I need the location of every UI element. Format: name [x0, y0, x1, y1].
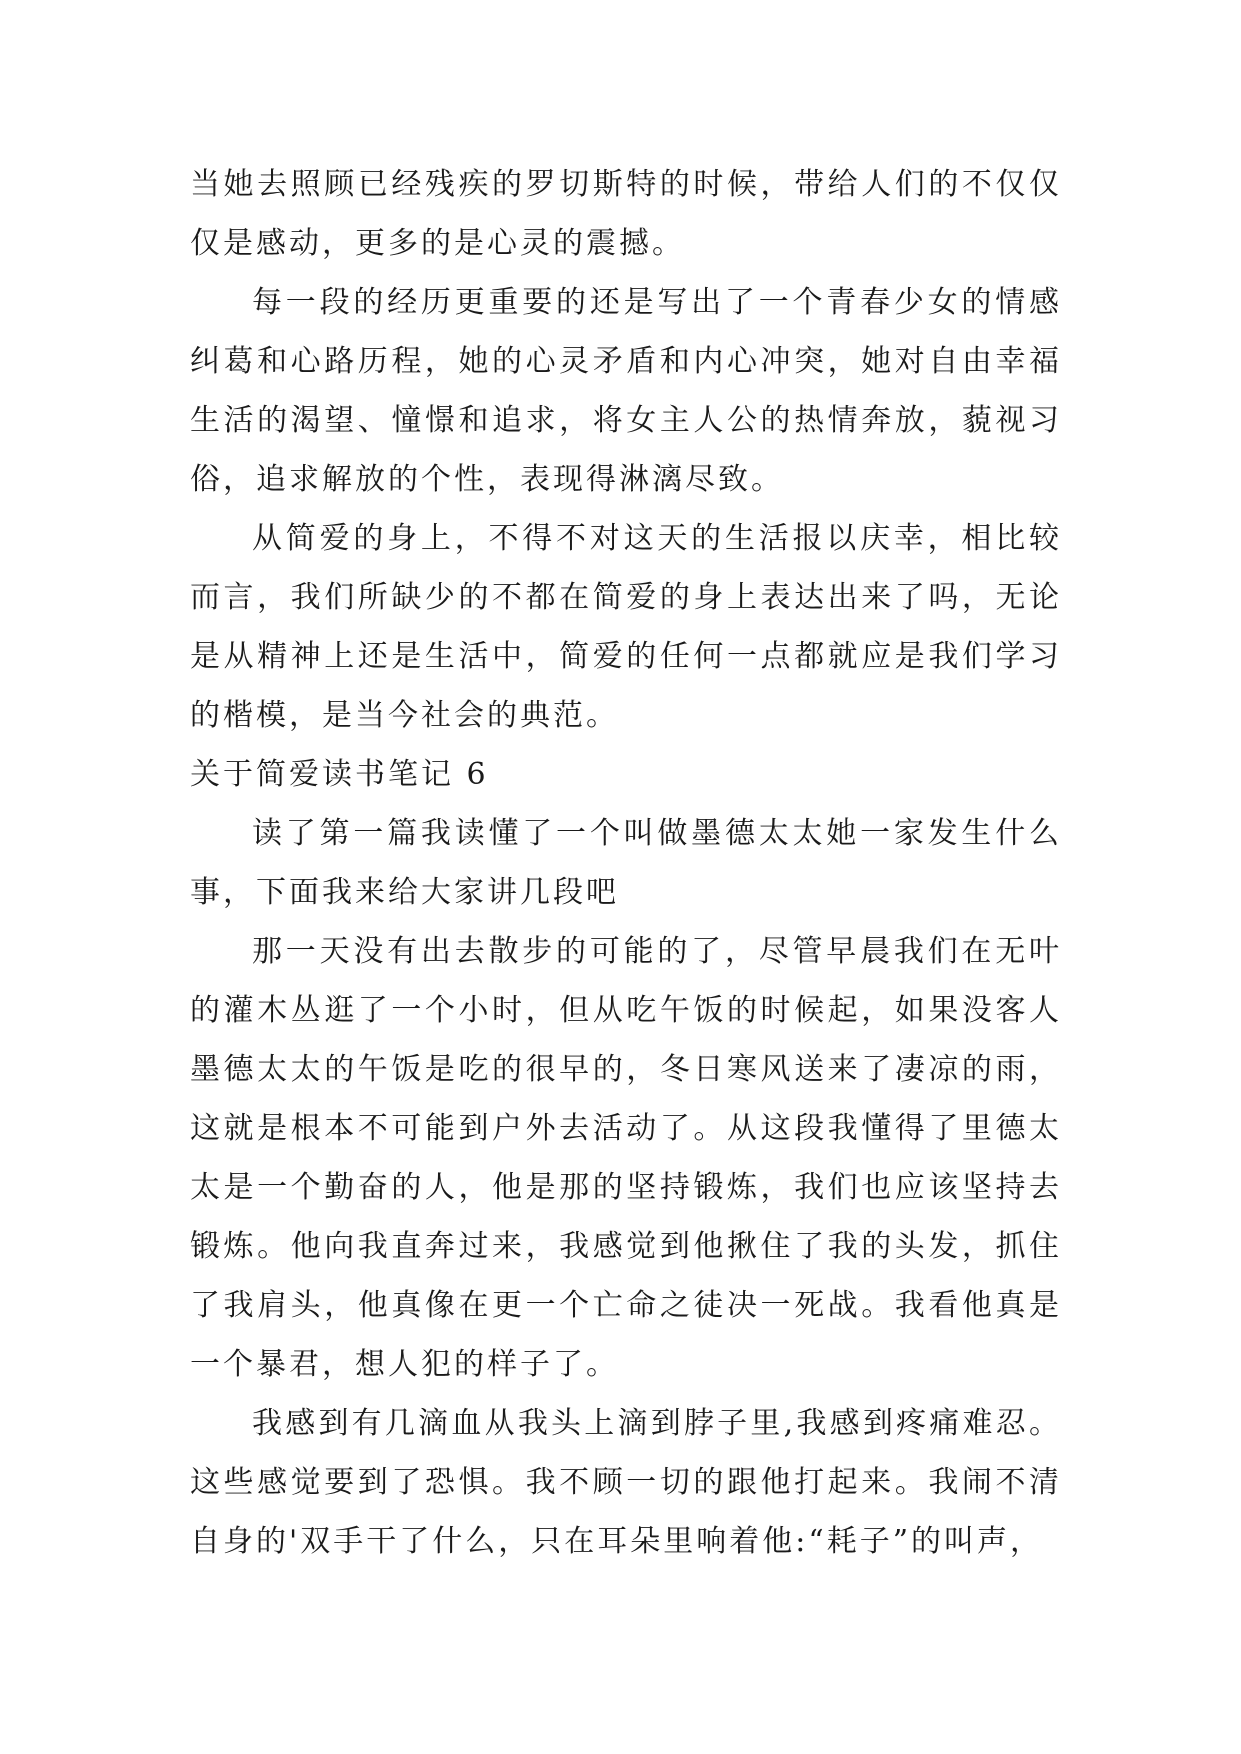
- paragraph: 那一天没有出去散步的可能的了，尽管早晨我们在无叶的灌木丛逛了一个小时，但从吃午饭的时候起，如果没客人墨德太太的午饭是吃的很早的，冬日寒风送来了凄凉的雨，这就是根本不可能到户外去活动了。从这段我懂得了里德太太是一个勤奋的人，他是那的坚持锻炼，我们也应该坚持去锻炼。他向我直奔过来，我感觉到他揪住了我的头发，抓住了我肩头，他真像在更一个亡命之徒决一死战。我看他真是一个暴君，想人犯的样子了。: [190, 934, 1062, 1382]
- paragraph: 读了第一篇我读懂了一个叫做墨德太太她一家发生什么事，下面我来给大家讲几段吧: [190, 816, 1062, 910]
- paragraph: 从简爱的身上，不得不对这天的生活报以庆幸，相比较而言，我们所缺少的不都在简爱的身上表达出来了吗，无论是从精神上还是生活中，简爱的任何一点都就应是我们学习的楷模，是当今社会的典范。: [190, 521, 1062, 733]
- paragraph: 每一段的经历更重要的还是写出了一个青春少女的情感纠葛和心路历程，她的心灵矛盾和内心冲突，她对自由幸福生活的渴望、憧憬和追求，将女主人公的热情奔放，藐视习俗，追求解放的个性，表现得淋漓尽致。: [190, 285, 1062, 497]
- document-page: [190, 155, 1062, 1571]
- paragraph: 当她去照顾已经残疾的罗切斯特的时候，带给人们的不仅仅仅是感动，更多的是心灵的震撼。: [190, 167, 1062, 261]
- section-heading: 关于简爱读书笔记 6: [190, 757, 489, 792]
- paragraph: 我感到有几滴血从我头上滴到脖子里,我感到疼痛难忍。这些感觉要到了恐惧。我不顾一切的跟他打起来。我闹不清自身的'双手干了什么，只在耳朵里响着他:“耗子”的叫声，: [190, 1406, 1062, 1559]
